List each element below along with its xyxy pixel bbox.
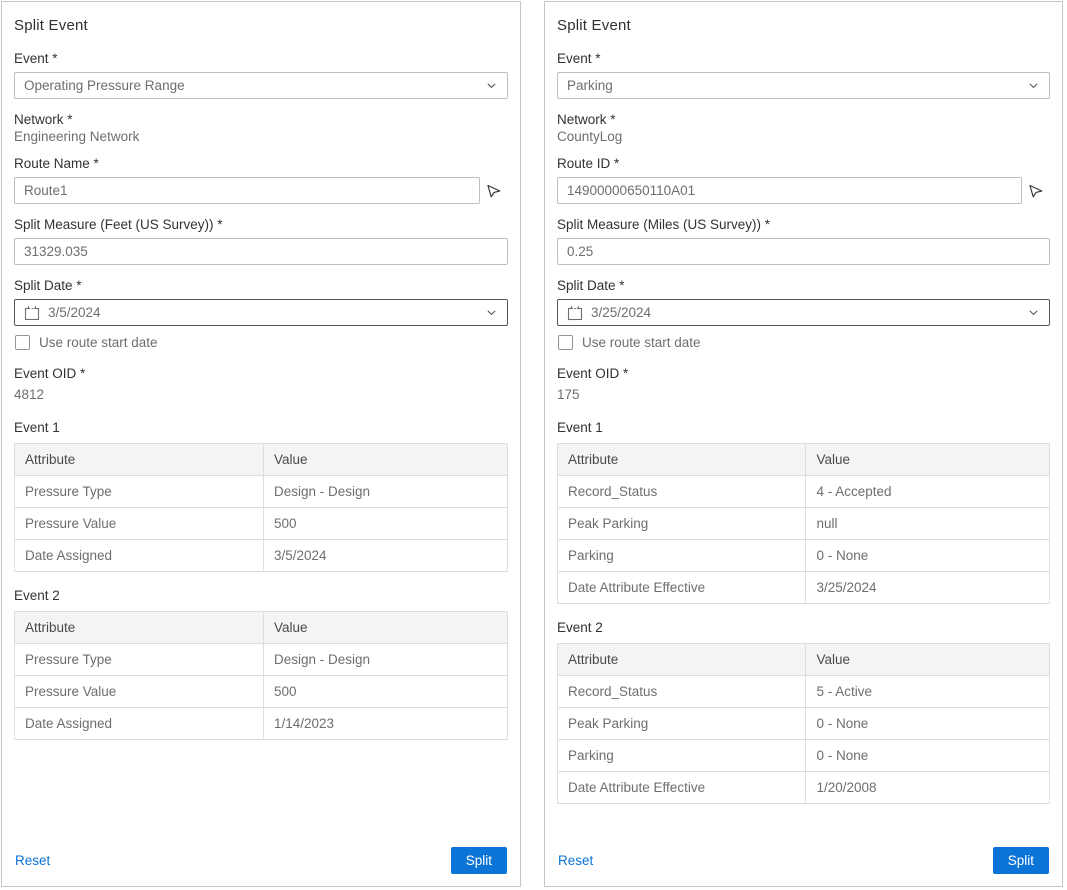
event-oid-label: Event OID * — [557, 366, 629, 381]
attribute-cell: Pressure Type — [15, 644, 264, 676]
event2-title: Event 2 — [557, 620, 603, 635]
value-cell: 0 - None — [806, 540, 1050, 572]
event2-table — [14, 611, 508, 740]
date-field — [557, 278, 1050, 326]
attribute-cell: Parking — [558, 740, 806, 772]
table-row — [558, 572, 1050, 604]
split-button[interactable]: Split — [451, 847, 507, 874]
network-label: Network * — [557, 112, 616, 127]
network-value: Engineering Network — [14, 129, 140, 144]
value-cell: 1/14/2023 — [263, 708, 507, 740]
value-cell: Design - Design — [263, 476, 507, 508]
value-header: Value — [263, 444, 507, 476]
network-value: CountyLog — [557, 129, 623, 144]
table-row — [15, 508, 508, 540]
panel-footer — [558, 847, 1049, 874]
event-oid-value: 4812 — [14, 387, 45, 402]
split-date-picker[interactable] — [14, 299, 508, 326]
split-measure-input[interactable] — [557, 238, 1050, 265]
reset-button[interactable]: Reset — [15, 853, 51, 868]
panel-footer — [15, 847, 507, 874]
attribute-cell: Date Assigned — [15, 540, 264, 572]
route-label: Route Name * — [14, 156, 99, 171]
attribute-cell: Date Attribute Effective — [558, 572, 806, 604]
value-cell: null — [806, 508, 1050, 540]
event-field — [557, 51, 1050, 99]
attribute-cell: Record_Status — [558, 676, 806, 708]
table-header-row — [558, 644, 1050, 676]
chevron-down-icon — [1027, 306, 1040, 319]
event-oid-value: 175 — [557, 387, 580, 402]
panel-title: Split Event — [14, 17, 88, 34]
table-row — [558, 540, 1050, 572]
table-row — [15, 708, 508, 740]
network-field — [14, 112, 508, 144]
table-row — [558, 476, 1050, 508]
checkbox-label: Use route start date — [582, 335, 701, 350]
event-select-value: Operating Pressure Range — [24, 78, 185, 93]
attribute-cell: Pressure Value — [15, 508, 264, 540]
event1-table — [14, 443, 508, 572]
measure-label: Split Measure (Feet (US Survey)) * — [14, 217, 223, 232]
split-measure-input[interactable] — [14, 238, 508, 265]
value-cell: 3/5/2024 — [263, 540, 507, 572]
panel-title: Split Event — [557, 17, 631, 34]
attribute-cell: Peak Parking — [558, 508, 806, 540]
date-field — [14, 278, 508, 326]
network-label: Network * — [14, 112, 73, 127]
chevron-down-icon — [485, 306, 498, 319]
event-select[interactable] — [557, 72, 1050, 99]
attribute-cell: Pressure Type — [15, 476, 264, 508]
use-route-start-date-checkbox[interactable] — [15, 335, 508, 350]
calendar-icon — [24, 305, 40, 321]
value-cell: Design - Design — [263, 644, 507, 676]
table-row — [15, 476, 508, 508]
attribute-cell: Record_Status — [558, 476, 806, 508]
split-date-picker[interactable] — [557, 299, 1050, 326]
measure-field — [557, 217, 1050, 265]
table-header-row — [15, 444, 508, 476]
value-cell: 0 - None — [806, 708, 1050, 740]
value-header: Value — [263, 612, 507, 644]
value-cell: 500 — [263, 508, 507, 540]
route-input[interactable] — [557, 177, 1022, 204]
reset-button[interactable]: Reset — [558, 853, 594, 868]
checkbox-box[interactable] — [15, 335, 30, 350]
event1-table — [557, 443, 1050, 604]
checkbox-label: Use route start date — [39, 335, 158, 350]
event-oid-label: Event OID * — [14, 366, 86, 381]
measure-field — [14, 217, 508, 265]
split-event-panel-left — [1, 1, 521, 887]
attribute-cell: Parking — [558, 540, 806, 572]
attribute-header: Attribute — [15, 612, 264, 644]
select-on-map-icon[interactable] — [480, 183, 508, 199]
select-on-map-icon[interactable] — [1022, 183, 1050, 199]
event2-table — [557, 643, 1050, 804]
event-oid-field — [557, 366, 1050, 402]
chevron-down-icon — [1027, 79, 1040, 92]
table-row — [558, 740, 1050, 772]
value-cell: 5 - Active — [806, 676, 1050, 708]
table-row — [15, 676, 508, 708]
split-event-panel-right — [544, 1, 1063, 887]
split-date-value: 3/25/2024 — [591, 305, 652, 320]
route-label: Route ID * — [557, 156, 620, 171]
chevron-down-icon — [485, 79, 498, 92]
value-cell: 500 — [263, 676, 507, 708]
value-cell: 0 - None — [806, 740, 1050, 772]
route-field — [14, 156, 508, 204]
value-header: Value — [806, 444, 1050, 476]
event-label: Event * — [14, 51, 58, 66]
network-field — [557, 112, 1050, 144]
table-row — [558, 508, 1050, 540]
attribute-header: Attribute — [558, 644, 806, 676]
event-select[interactable] — [14, 72, 508, 99]
route-field — [557, 156, 1050, 204]
event-oid-field — [14, 366, 508, 402]
value-cell: 3/25/2024 — [806, 572, 1050, 604]
table-header-row — [558, 444, 1050, 476]
table-row — [15, 644, 508, 676]
event-select-value: Parking — [567, 78, 613, 93]
route-input[interactable] — [14, 177, 480, 204]
measure-label: Split Measure (Miles (US Survey)) * — [557, 217, 771, 232]
split-date-label: Split Date * — [557, 278, 625, 293]
event2-title: Event 2 — [14, 588, 60, 603]
attribute-cell: Date Attribute Effective — [558, 772, 806, 804]
value-cell: 4 - Accepted — [806, 476, 1050, 508]
attribute-cell: Pressure Value — [15, 676, 264, 708]
table-row — [15, 540, 508, 572]
attribute-header: Attribute — [558, 444, 806, 476]
event-field — [14, 51, 508, 99]
attribute-cell: Date Assigned — [15, 708, 264, 740]
value-header: Value — [806, 644, 1050, 676]
split-date-label: Split Date * — [14, 278, 82, 293]
value-cell: 1/20/2008 — [806, 772, 1050, 804]
table-row — [558, 676, 1050, 708]
attribute-header: Attribute — [15, 444, 264, 476]
use-route-start-date-checkbox[interactable] — [558, 335, 1050, 350]
event1-title: Event 1 — [14, 420, 60, 435]
event-label: Event * — [557, 51, 601, 66]
event1-title: Event 1 — [557, 420, 603, 435]
split-date-value: 3/5/2024 — [48, 305, 101, 320]
checkbox-box[interactable] — [558, 335, 573, 350]
table-row — [558, 772, 1050, 804]
attribute-cell: Peak Parking — [558, 708, 806, 740]
calendar-icon — [567, 305, 583, 321]
table-header-row — [15, 612, 508, 644]
split-button[interactable]: Split — [993, 847, 1049, 874]
table-row — [558, 708, 1050, 740]
